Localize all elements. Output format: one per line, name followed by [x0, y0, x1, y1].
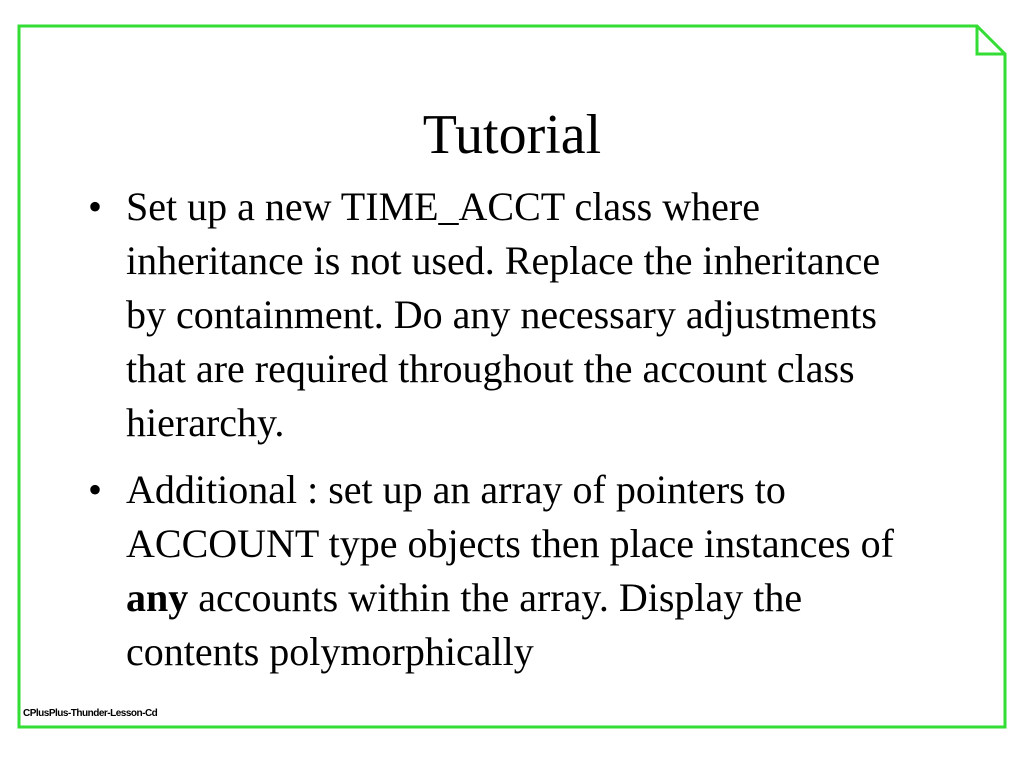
bullet-icon: •: [88, 184, 103, 229]
bullet-list: [88, 180, 908, 692]
bullet-item-1: [88, 180, 908, 450]
bullet-text-2-after: accounts within the array. Display the contents polymorphically: [126, 575, 803, 674]
bullet-item-2: [88, 463, 908, 679]
slide-title: Tutorial: [422, 104, 602, 166]
emphasis-word: any: [126, 575, 189, 620]
bullet-text-2: [126, 467, 894, 674]
bullet-text-1: Set up a new TIME_ACCT class where inheritance is not used. Replace the inheritance by containment. Do any necessary adjustments that are required throughout the account class hierarchy.: [126, 184, 881, 445]
bullet-icon: •: [88, 467, 103, 512]
footer-copyright: CPlusPlus-Thunder-Lesson-Cd: [23, 708, 158, 719]
bullet-text-2-before: Additional : set up an array of pointers to ACCOUNT type objects then place instances of: [126, 467, 894, 566]
